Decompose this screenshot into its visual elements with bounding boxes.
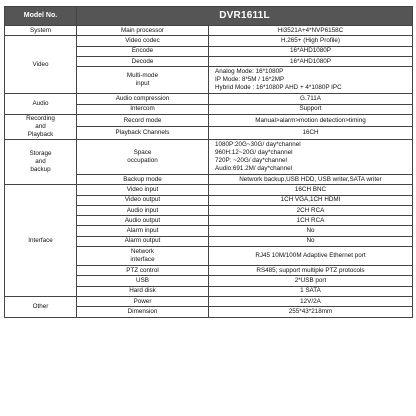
spec-value [209,139,413,174]
spec-label-line: Network [130,248,155,256]
spec-value-line: Audio:691.2M/ day*channel [215,164,293,172]
spec-label: Video codec [77,36,209,46]
spec-sheet [4,6,412,318]
spec-label [77,67,209,94]
spec-label: Alarm input [77,226,209,236]
spec-label: Video output [77,195,209,205]
spec-label: Record mode [77,114,209,126]
spec-value-line: IP Mode: 8*5M / 16*2MP [215,76,285,84]
spec-label [77,247,209,266]
spec-value: 16CH BNC [209,185,413,195]
spec-label: Audio compression [77,94,209,104]
spec-label-line: interface [130,256,155,264]
spec-row-power [5,296,413,306]
category-video: Video [5,36,77,94]
spec-row-video-codec [5,36,413,46]
spec-value: 2*USB port [209,276,413,286]
spec-label: Decode [77,56,209,66]
spec-value-line: Hybrid Mode : 16*1080P AHD + 4*1080P IPC [215,84,342,92]
spec-label-line: occupation [127,156,158,164]
spec-row-video-input [5,185,413,195]
spec-value: Support [209,104,413,114]
spec-label: Power [77,296,209,306]
spec-value: 16*AHD1080P [209,46,413,56]
spec-value: No [209,226,413,236]
category-system: System [5,26,77,36]
spec-label: Alarm output [77,236,209,246]
spec-label: Video input [77,185,209,195]
category-other: Other [5,296,77,317]
spec-row-record-mode [5,114,413,126]
category-storage-and-backup [5,139,77,185]
spec-value: 12V/2A [209,296,413,306]
spec-value: G.711A [209,94,413,104]
spec-value: 1CH RCA [209,216,413,226]
spec-body [5,26,413,318]
spec-label: Hard disk [77,286,209,296]
spec-label [77,139,209,174]
spec-label: Audio input [77,205,209,215]
spec-value-line: 1080P:20G~30G/ day*channel [215,141,301,149]
category-recording-and-playback [5,114,77,139]
spec-value: 2CH RCA [209,205,413,215]
category-line: Playback [27,130,54,138]
spec-value: H.265+ (High Profile) [209,36,413,46]
spec-label-line: input [135,80,150,88]
category-line: Storage [29,150,52,158]
spec-row-space-occupation [5,139,413,174]
spec-label-line: Multi-mode [126,72,159,80]
spec-label: Encode [77,46,209,56]
category-line: and [35,122,46,130]
spec-value: Network backup,USB HDD, USB writer,SATA writer [209,174,413,184]
spec-label: PTZ control [77,266,209,276]
category-line: Recording [26,114,55,122]
spec-label: Playback Channels [77,127,209,139]
category-interface: Interface [5,185,77,297]
spec-value: RJ45 10M/100M Adaptive Ethernet port [209,247,413,266]
spec-label: Dimension [77,307,209,317]
spec-value: 255*43*218mm [209,307,413,317]
category-line: and [35,157,46,165]
spec-value-line: 720P: ~20G/ day*channel [215,156,287,164]
spec-table [4,6,413,318]
spec-label-line: Space [133,148,152,156]
spec-value: RS485; support multiple PTZ protocols [209,266,413,276]
spec-label: Intercom [77,104,209,114]
model-name-header: DVR1611L [77,7,413,26]
spec-value: No [209,236,413,246]
spec-row-main-processor [5,26,413,36]
spec-label: USB [77,276,209,286]
spec-value [209,67,413,94]
spec-row-audio-compression [5,94,413,104]
spec-value-line: 960H:12~20G/ day*channel [215,148,293,156]
spec-value: Hi3521A+4*NVP6158C [209,26,413,36]
spec-value: 16CH [209,127,413,139]
spec-value: 16*AHD1080P [209,56,413,66]
category-line: backup [30,165,51,173]
header-row [5,7,413,26]
spec-label: Main processor [77,26,209,36]
spec-value: 1CH VGA,1CH HDMI [209,195,413,205]
spec-value-line: Analog Mode: 16*1080P [215,68,284,76]
spec-value: 1 SATA [209,286,413,296]
spec-value: Manual>alarm>motion detection>timing [209,114,413,126]
spec-label: Audio output [77,216,209,226]
model-no-header: Model No. [5,7,77,26]
category-audio: Audio [5,94,77,115]
spec-label: Backup mode [77,174,209,184]
